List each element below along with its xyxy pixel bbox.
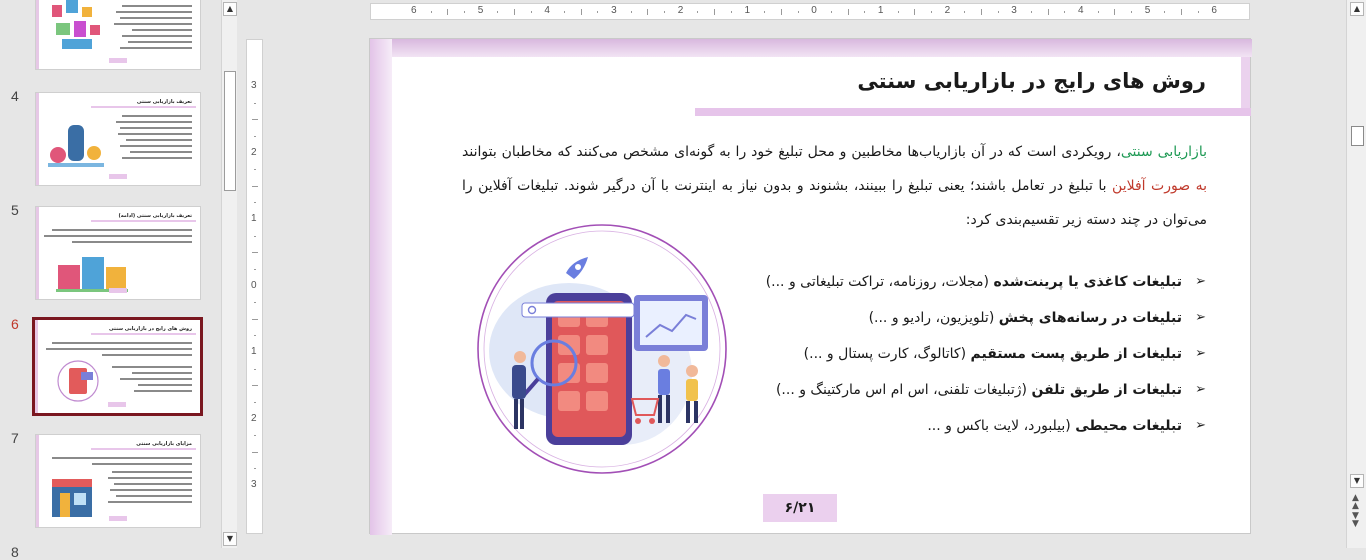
- bullet-item[interactable]: [766, 408, 1206, 444]
- ruler-tick: [252, 452, 258, 453]
- ruler-label: 4: [1078, 5, 1084, 16]
- thumb-title: تعریف بازاریابی سنتی: [136, 99, 192, 105]
- ruler-tick: [781, 9, 782, 15]
- ruler-tick: [1048, 9, 1049, 15]
- ruler-tick: [447, 9, 448, 15]
- ruler-tick: [254, 302, 256, 303]
- checkmark-arrow-icon: ➢: [1195, 274, 1206, 289]
- ruler-tick: [597, 11, 598, 13]
- ruler-tick: [931, 11, 932, 13]
- ruler-tick: [254, 169, 256, 170]
- slide-body-text[interactable]: [462, 135, 1207, 237]
- ruler-tick: [914, 9, 915, 15]
- ruler-label: 3: [611, 5, 617, 16]
- slide-canvas[interactable]: [369, 38, 1251, 534]
- slide-top-band: [370, 39, 1252, 57]
- thumb-illustration-icon: [44, 117, 110, 173]
- ruler-tick: [798, 11, 799, 13]
- ruler-tick: [254, 236, 256, 237]
- checkmark-arrow-icon: ➢: [1195, 382, 1206, 397]
- body-text: با تبلیغ در تعامل باشند؛ یعنی تبلیغ را ببینند، بشنوند و بدون نیاز به اینترنت با آن درگیر شوند. تبلیغات آفلاین را می‌توان در چند دسته زیر تقسیم‌بندی کرد:: [462, 178, 1207, 228]
- ruler-label: 2: [677, 5, 684, 16]
- bullet-bold: تبلیغات در رسانه‌های پخش: [998, 310, 1182, 326]
- checkmark-arrow-icon: ➢: [1195, 310, 1206, 325]
- slide-title[interactable]: روش های رایج در بازاریابی سنتی: [857, 69, 1206, 93]
- bullet-rest: (بیلبورد، لایت باکس و ...: [927, 418, 1076, 434]
- thumb-title: تعریف بازاریابی سنتی (ادامه): [118, 213, 192, 219]
- ruler-tick: [254, 103, 256, 104]
- triangle-down-icon[interactable]: ▼: [1350, 474, 1364, 488]
- ruler-label: 5: [477, 5, 484, 16]
- ruler-tick: [981, 9, 982, 15]
- ruler-tick: [252, 385, 258, 386]
- ruler-label: 5: [1144, 5, 1151, 16]
- ruler-tick: [497, 11, 498, 13]
- ruler-tick: [898, 11, 899, 13]
- ruler-label: 2: [251, 146, 257, 158]
- ruler-tick: [664, 11, 665, 13]
- bullet-list[interactable]: [766, 264, 1206, 444]
- ruler-label: 0: [251, 279, 257, 291]
- horizontal-ruler: [370, 3, 1250, 20]
- thumbnail-scroll-thumb[interactable]: [224, 71, 236, 191]
- ruler-tick: [252, 319, 258, 320]
- ruler-label: 3: [251, 479, 257, 490]
- body-text: ، رویکردی است که در آن بازاریاب‌ها مخاطبین و محل تبلیغ خود را به گونه‌ای مشخص می‌کنند که مخاطبان بتوانند: [462, 144, 1121, 160]
- slide-thumbnail-6-selected[interactable]: [32, 317, 203, 416]
- ruler-tick: [514, 9, 515, 15]
- thumbnail-scrollbar[interactable]: [221, 0, 237, 548]
- bullet-bold: تبلیغات کاغذی یا پرینت‌شده: [993, 274, 1182, 290]
- ruler-tick: [252, 186, 258, 187]
- triangle-up-icon[interactable]: ▲: [223, 2, 237, 16]
- ruler-tick: [254, 435, 256, 436]
- ruler-label: 2: [944, 5, 951, 16]
- ruler-tick: [254, 269, 256, 270]
- ruler-tick: [1098, 11, 1099, 13]
- main-scroll-thumb[interactable]: [1351, 126, 1364, 146]
- bullet-rest: (کاتالوگ، کارت پستال و ...): [803, 346, 971, 362]
- bullet-item[interactable]: [766, 300, 1206, 336]
- bullet-item[interactable]: [766, 336, 1206, 372]
- ruler-tick: [252, 119, 258, 120]
- advertising-illustration[interactable]: [474, 223, 730, 485]
- bullet-item[interactable]: [766, 264, 1206, 300]
- thumb-illustration-icon: [46, 475, 100, 523]
- ruler-tick: [464, 11, 465, 13]
- slide-number-4: 4: [11, 88, 19, 104]
- ruler-tick: [254, 402, 256, 403]
- ruler-tick: [714, 9, 715, 15]
- ruler-tick: [254, 335, 256, 336]
- ruler-tick: [1031, 11, 1032, 13]
- thumb-title: مزایای بازاریابی سنتی: [136, 441, 192, 447]
- ruler-tick: [1114, 9, 1115, 15]
- ruler-label: 1: [877, 5, 884, 16]
- vertical-ruler: [246, 39, 263, 534]
- ruler-tick: [254, 202, 256, 203]
- triangle-down-icon[interactable]: ▼: [223, 532, 237, 546]
- ruler-tick: [531, 11, 532, 13]
- ruler-tick: [1181, 9, 1182, 15]
- ruler-tick: [631, 11, 632, 13]
- bullet-bold: تبلیغات محیطی: [1075, 418, 1182, 434]
- triangle-up-icon[interactable]: ▲: [1350, 2, 1364, 16]
- bullet-bold: تبلیغات از طریق پست مستقیم: [970, 346, 1182, 362]
- bullet-bold: تبلیغات از طریق تلفن: [1031, 382, 1182, 398]
- ruler-tick: [1064, 11, 1065, 13]
- ruler-tick: [254, 136, 256, 137]
- ruler-tick: [254, 468, 256, 469]
- ruler-tick: [731, 11, 732, 13]
- main-scrollbar[interactable]: [1346, 0, 1366, 548]
- bullet-rest: (تلویزیون، رادیو و ...): [868, 310, 999, 326]
- ruler-label: 2: [251, 412, 257, 424]
- ruler-tick: [254, 369, 256, 370]
- highlight-red: به صورت آفلاین: [1112, 178, 1207, 194]
- title-underline: [695, 108, 1251, 116]
- ruler-label: 3: [251, 80, 257, 91]
- slide-thumbnail-5[interactable]: [35, 206, 201, 300]
- bullet-rest: (مجلات، روزنامه، تراکت تبلیغاتی و ...): [765, 274, 994, 290]
- slide-thumbnail-3[interactable]: [35, 0, 201, 70]
- page-number-badge: ۶/۲۱: [763, 494, 837, 522]
- checkmark-arrow-icon: ➢: [1195, 346, 1206, 361]
- bullet-rest: (ژتبلیغات تلفنی، اس ام اس مارکتینگ و ...): [775, 382, 1032, 398]
- slide-thumbnail-4[interactable]: [35, 92, 201, 186]
- ruler-label: 0: [811, 5, 817, 16]
- ruler-label: 6: [1211, 5, 1217, 16]
- ruler-label: 1: [744, 5, 751, 16]
- ruler-tick: [1198, 11, 1199, 13]
- checkmark-arrow-icon: ➢: [1195, 418, 1206, 433]
- slide-number-8: 8: [11, 544, 19, 560]
- ruler-tick: [864, 11, 865, 13]
- ruler-tick: [998, 11, 999, 13]
- ruler-label: 3: [1011, 5, 1017, 16]
- slide-thumbnail-pane: [0, 0, 221, 560]
- title-accent-bar: [1241, 57, 1250, 109]
- ruler-tick: [764, 11, 765, 13]
- ruler-tick: [831, 11, 832, 13]
- slide-number-5: 5: [11, 202, 19, 218]
- ruler-tick: [581, 9, 582, 15]
- thumb-title: روش های رایج در بازاریابی سنتی: [108, 326, 192, 332]
- ruler-label: 1: [251, 346, 257, 357]
- ruler-tick: [1164, 11, 1165, 13]
- slide-thumbnail-7[interactable]: [35, 434, 201, 528]
- ruler-tick: [1131, 11, 1132, 13]
- bullet-item[interactable]: [766, 372, 1206, 408]
- slide-left-band: [370, 39, 392, 535]
- ruler-tick: [647, 9, 648, 15]
- ruler-label: 1: [251, 213, 257, 224]
- ruler-tick: [697, 11, 698, 13]
- ruler-tick: [431, 11, 432, 13]
- ruler-tick: [252, 252, 258, 253]
- thumb-illustration-icon: [55, 358, 101, 404]
- slide-number-7: 7: [11, 430, 19, 446]
- ruler-label: 4: [544, 5, 550, 16]
- thumb-illustration-icon: [46, 0, 106, 57]
- slide-number-6: 6: [11, 316, 19, 332]
- ruler-tick: [964, 11, 965, 13]
- ruler-label: 6: [411, 5, 417, 16]
- ruler-tick: [564, 11, 565, 13]
- double-triangle-down-icon[interactable]: ▼ ▼: [1352, 511, 1359, 529]
- double-triangle-up-icon[interactable]: ▲ ▲: [1352, 493, 1359, 511]
- ruler-tick: [848, 9, 849, 15]
- highlight-green: بازاریابی سنتی: [1120, 144, 1207, 160]
